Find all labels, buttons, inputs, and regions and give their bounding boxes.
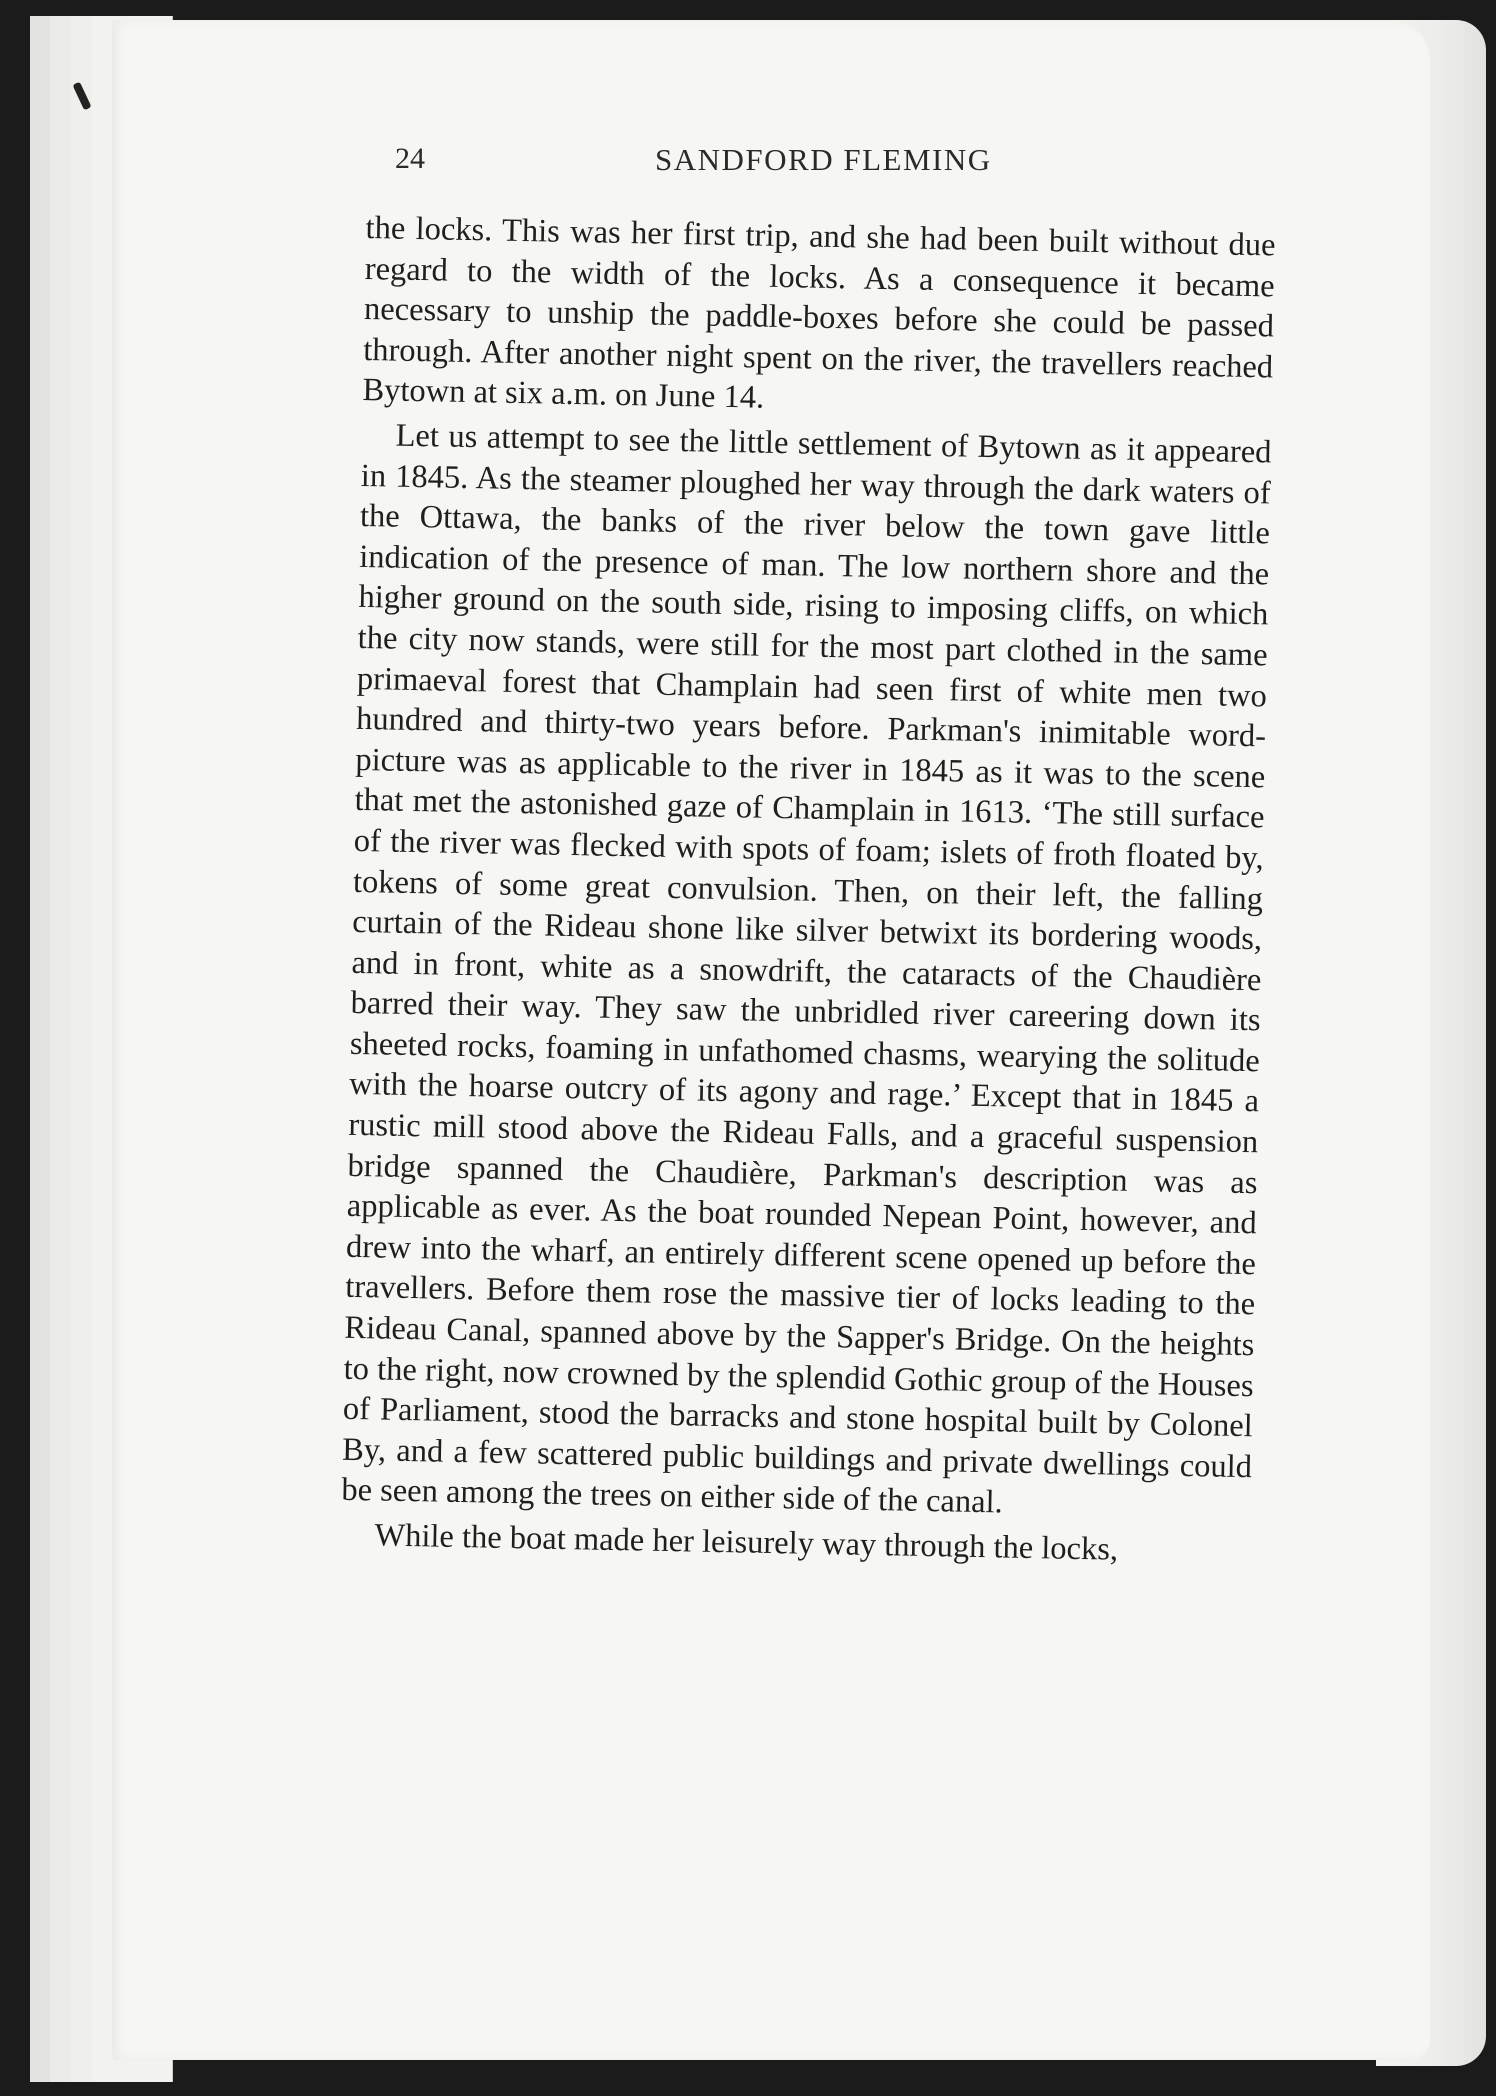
running-head xyxy=(395,142,1255,186)
page-number: 24 xyxy=(395,142,425,175)
body-text xyxy=(340,208,1276,1573)
paragraph: While the boat made her leisurely way through the locks, xyxy=(374,1517,1119,1568)
book-title: SANDFORD FLEMING xyxy=(655,142,992,177)
paragraph: the locks. This was her first trip, and she had been built without due regard to the width of the locks. As a consequence it became necessary to unship the paddle-boxes before she could be passed through. After another night spent on the river, the travellers reached Bytown at six a.m. on June 14. xyxy=(362,209,1276,417)
paragraph: Let us attempt to see the little settlement of Bytown as it appeared in 1845. As the steamer ploughed her way through the dark waters of the Ottawa, the banks of the river below the town gave little indication of the presence of man. The low northern shore and the higher ground on the south side, rising to imposing cliffs, on which the city now stands, were still for the most part clothed in the same primaeval forest that Champlain had seen first of white men two hundred and thirty-two years before. Parkman's inimitable word-picture was as applicable to the river in 1845 as it was to the scene that met the astonished gaze of Champlain in 1613. ‘The still surface of the river was flecked with spots of foam; islets of froth floated by, tokens of some great convulsion. Then, on their left, the falling curtain of the Rideau shone like silver betwixt its bordering woods, and in front, white as a snowdrift, the cataracts of the Chaudière barred their way. They saw the unbridled river careering down its sheeted rocks, foaming in unfathomed chasms, wearying the solitude with the hoarse outcry of its agony and rage.’ Except that in 1845 a rustic mill stood above the Rideau Falls, and a graceful suspension bridge spanned the Chaudière, Parkman's description was as applicable as ever. As the boat rounded Nepean Point, however, and drew into the wharf, an entirely different scene opened up before the travellers. Before them rose the massive tier of locks leading to the Rideau Canal, spanned above by the Sapper's Bridge. On the heights to the right, now crowned by the splendid Gothic group of the Houses of Parliament, stood the barracks and stone hospital built by Colonel By, and a few scattered public buildings and private dwellings could be seen among the trees on either side of the canal. xyxy=(341,417,1272,1521)
